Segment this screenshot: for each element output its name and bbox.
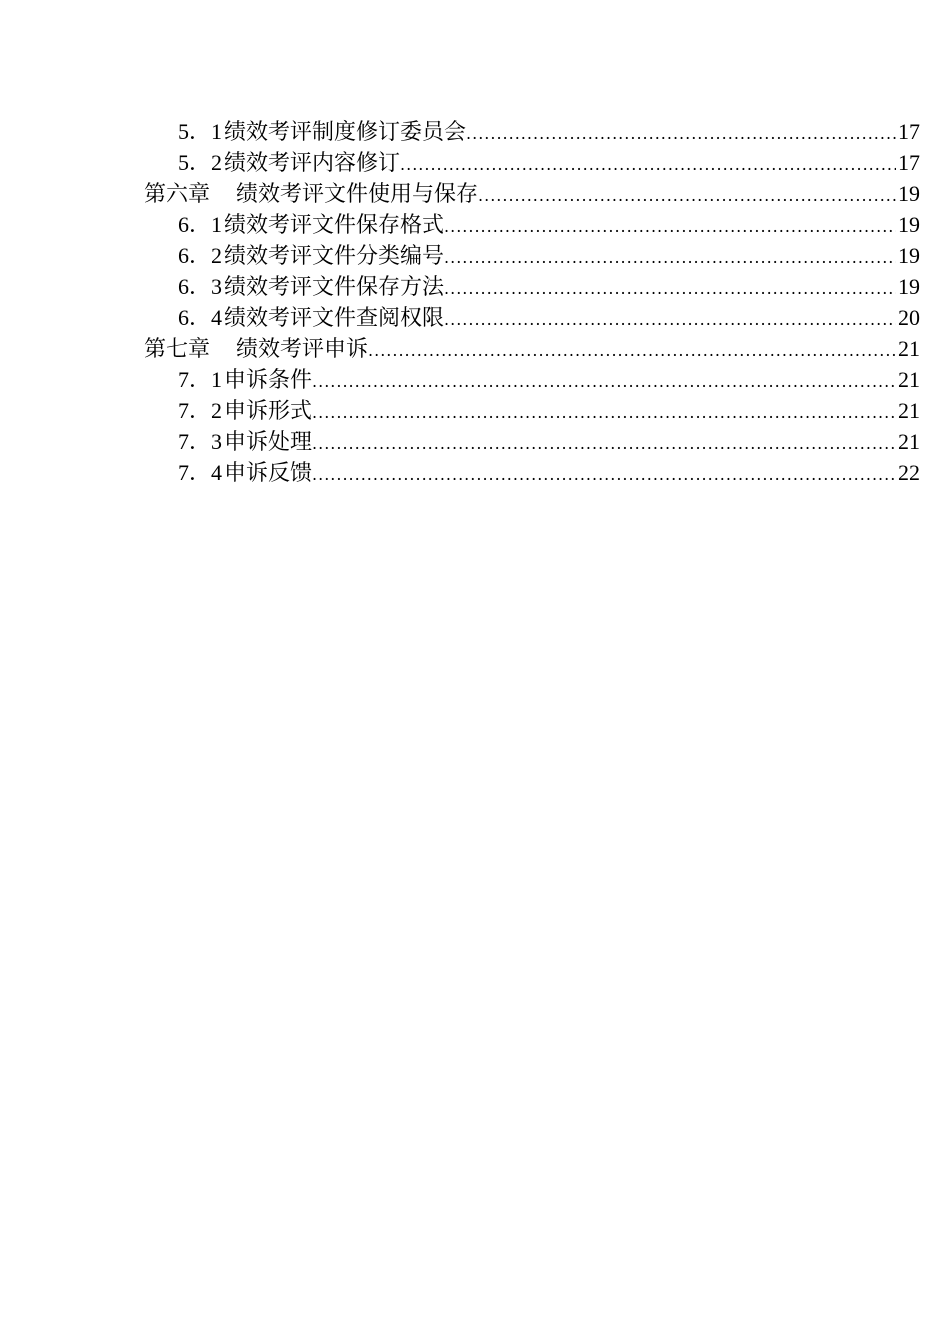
dot-leader bbox=[444, 242, 896, 273]
dot-leader bbox=[312, 397, 896, 428]
dot-leader bbox=[400, 149, 896, 180]
toc-entry-title: 申诉形式 bbox=[224, 399, 313, 424]
dot-leader bbox=[312, 366, 896, 397]
toc-entry-title: 申诉处理 bbox=[224, 430, 313, 455]
toc-entry-page: 21 bbox=[898, 367, 920, 392]
toc-chapter-title: 绩效考评文件使用与保存 bbox=[236, 182, 479, 207]
toc-entry-page: 19 bbox=[898, 243, 920, 268]
toc-entry-page: 21 bbox=[898, 429, 920, 454]
toc-entry[interactable] bbox=[144, 364, 920, 395]
toc-entry-title: 申诉反馈 bbox=[224, 461, 313, 486]
toc-chapter-title: 绩效考评申诉 bbox=[236, 337, 369, 362]
toc-entry[interactable] bbox=[144, 116, 920, 147]
dot-leader bbox=[444, 304, 896, 335]
toc-entry-page: 21 bbox=[898, 336, 920, 361]
dot-leader bbox=[466, 118, 896, 149]
dot-leader bbox=[444, 211, 896, 242]
dot-leader bbox=[478, 180, 896, 211]
toc-entry-number: 7．2 bbox=[178, 398, 223, 423]
toc-entry-page: 19 bbox=[898, 181, 920, 206]
toc-entry-title: 申诉条件 bbox=[224, 368, 313, 393]
toc-entry-page: 17 bbox=[898, 150, 920, 175]
toc-entry[interactable] bbox=[144, 395, 920, 426]
toc-entry-page: 22 bbox=[898, 460, 920, 485]
toc-entry[interactable] bbox=[144, 302, 920, 333]
table-of-contents bbox=[144, 116, 920, 488]
toc-entry[interactable] bbox=[144, 147, 920, 178]
toc-entry-number: 6．1 bbox=[178, 212, 223, 237]
toc-entry-title: 绩效考评文件保存格式 bbox=[224, 213, 445, 238]
toc-chapter-number: 第六章 bbox=[144, 182, 211, 207]
toc-entry-page: 17 bbox=[898, 119, 920, 144]
toc-entry-number: 6．4 bbox=[178, 305, 223, 330]
toc-entry-number: 6．3 bbox=[178, 274, 223, 299]
toc-entry-number: 7．3 bbox=[178, 429, 223, 454]
toc-entry[interactable] bbox=[144, 240, 920, 271]
toc-entry[interactable] bbox=[144, 271, 920, 302]
toc-entry-title: 绩效考评制度修订委员会 bbox=[224, 120, 467, 145]
toc-entry-page: 19 bbox=[898, 212, 920, 237]
toc-entry-number: 5．1 bbox=[178, 119, 223, 144]
toc-entry-title: 绩效考评内容修订 bbox=[224, 151, 401, 176]
dot-leader bbox=[368, 335, 896, 366]
toc-chapter-entry[interactable] bbox=[144, 333, 920, 364]
toc-entry-number: 7．1 bbox=[178, 367, 223, 392]
toc-chapter-number: 第七章 bbox=[144, 337, 211, 362]
toc-chapter-entry[interactable] bbox=[144, 178, 920, 209]
toc-entry[interactable] bbox=[144, 209, 920, 240]
toc-entry-page: 21 bbox=[898, 398, 920, 423]
toc-entry[interactable] bbox=[144, 426, 920, 457]
toc-entry-page: 19 bbox=[898, 274, 920, 299]
toc-entry-number: 6．2 bbox=[178, 243, 223, 268]
dot-leader bbox=[444, 273, 896, 304]
dot-leader bbox=[312, 459, 896, 490]
toc-entry-number: 7．4 bbox=[178, 460, 223, 485]
toc-entry[interactable] bbox=[144, 457, 920, 488]
toc-entry-title: 绩效考评文件分类编号 bbox=[224, 244, 445, 269]
toc-entry-number: 5．2 bbox=[178, 150, 223, 175]
toc-entry-title: 绩效考评文件查阅权限 bbox=[224, 306, 445, 331]
toc-entry-page: 20 bbox=[898, 305, 920, 330]
toc-entry-title: 绩效考评文件保存方法 bbox=[224, 275, 445, 300]
dot-leader bbox=[312, 428, 896, 459]
